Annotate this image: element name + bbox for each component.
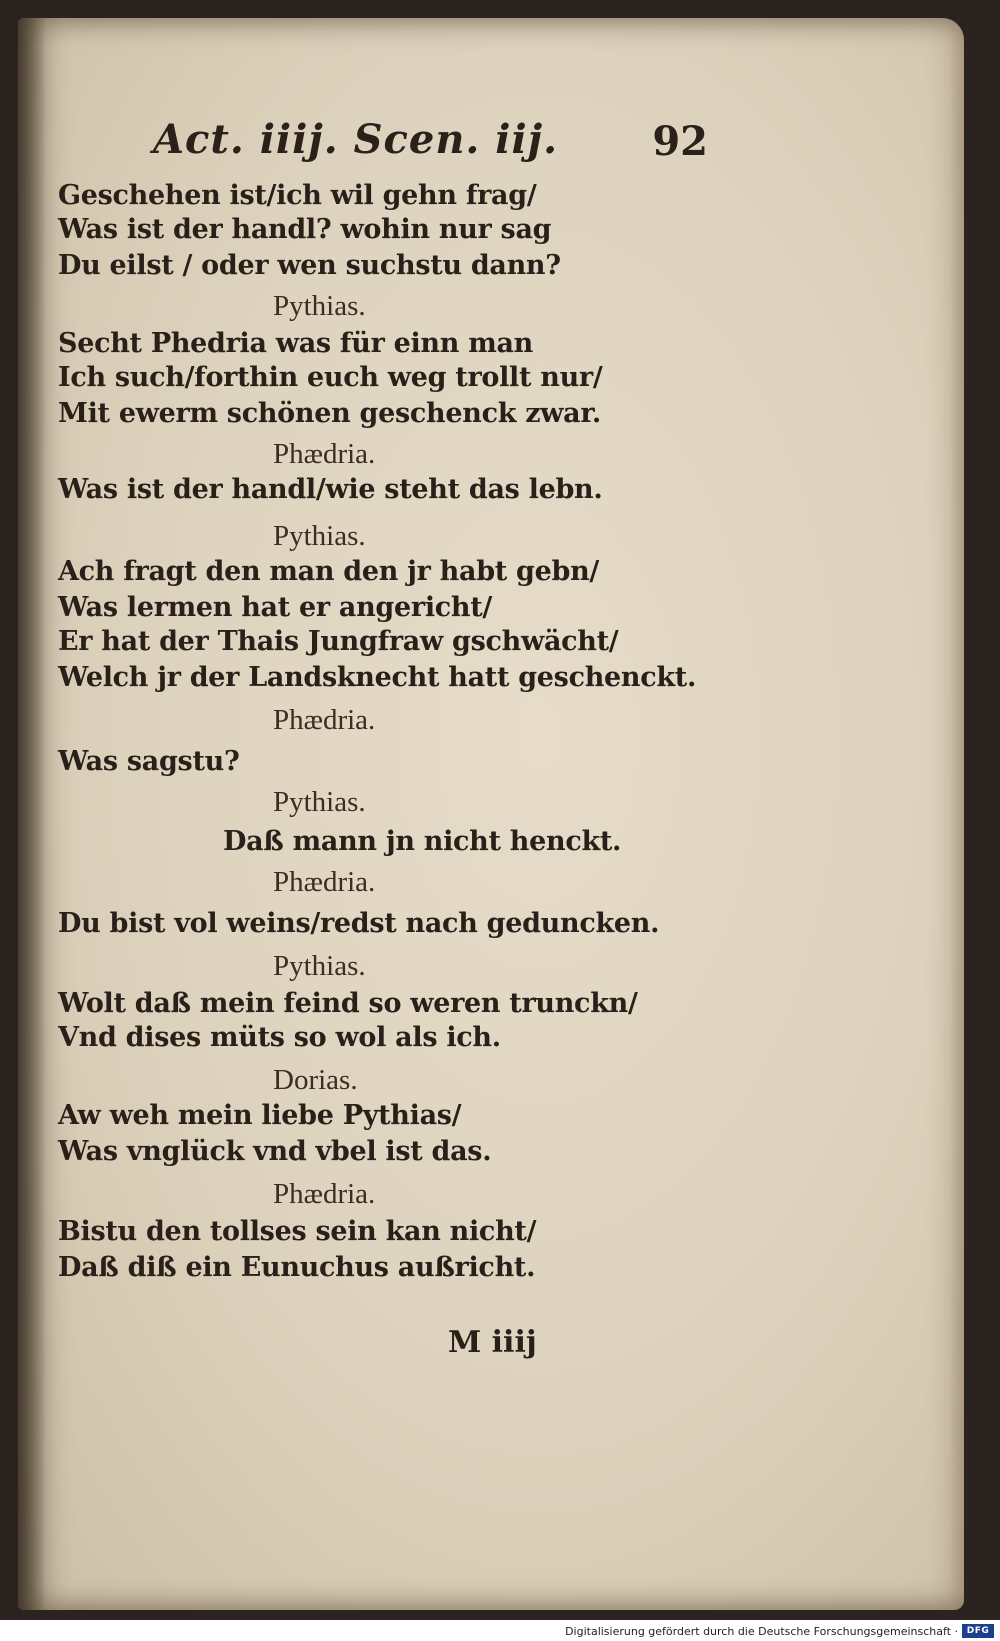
speaker-name: Pythias. — [273, 950, 366, 982]
verse-line: Ach fragt den man den jr habt gebn/ — [58, 556, 599, 587]
speaker-name: Phædria. — [273, 1178, 376, 1210]
verse-line: Bistu den tollses sein kan nicht/ — [58, 1216, 537, 1247]
dfg-logo: DFG — [962, 1624, 994, 1638]
running-head: Act. iiij. Scen. iij. — [153, 116, 559, 163]
verse-line: Was sagstu? — [58, 746, 240, 777]
verse-line: Geschehen ist/ich wil gehn frag/ — [58, 180, 537, 211]
speaker-name: Dorias. — [273, 1064, 358, 1096]
speaker-name: Phædria. — [273, 866, 376, 898]
verse-line: Du bist vol weins/redst nach geduncken. — [58, 908, 660, 939]
speaker-name: Pythias. — [273, 290, 366, 322]
speaker-name: Pythias. — [273, 786, 366, 818]
book-page — [18, 18, 964, 1610]
verse-line: Er hat der Thais Jungfraw gschwächt/ — [58, 626, 619, 657]
verse-line: Was vnglück vnd vbel ist das. — [58, 1136, 492, 1167]
verse-line: Was lermen hat er angericht/ — [58, 592, 492, 623]
verse-line: Daß mann jn nicht henckt. — [223, 826, 622, 857]
page-gutter-shadow — [18, 18, 46, 1610]
verse-line: Wolt daß mein feind so weren trunckn/ — [58, 988, 638, 1019]
verse-line: Vnd dises müts so wol als ich. — [58, 1022, 501, 1053]
verse-line: Du eilst / oder wen suchstu dann? — [58, 250, 561, 281]
footer-credit: Digitalisierung gefördert durch die Deutsche Forschungsgemeinschaft · — [565, 1625, 958, 1638]
verse-line: Was ist der handl? wohin nur sag — [58, 214, 552, 245]
verse-line: Aw weh mein liebe Pythias/ — [58, 1100, 462, 1131]
verse-line: Was ist der handl/wie steht das lebn. — [58, 474, 603, 505]
catchword: M iiij — [448, 1325, 537, 1360]
verse-line: Welch jr der Landsknecht hatt geschenckt. — [58, 662, 697, 693]
page-edge-shading — [950, 18, 964, 1610]
page-number: 92 — [652, 118, 708, 165]
verse-line: Mit ewerm schönen geschenck zwar. — [58, 398, 601, 429]
speaker-name: Pythias. — [273, 520, 366, 552]
digitization-footer — [0, 1620, 1000, 1641]
speaker-name: Phædria. — [273, 704, 376, 736]
verse-line: Secht Phedria was für einn man — [58, 328, 533, 359]
verse-line: Daß diß ein Eunuchus außricht. — [58, 1252, 536, 1283]
verse-line: Ich such/forthin euch weg trollt nur/ — [58, 362, 603, 393]
speaker-name: Phædria. — [273, 438, 376, 470]
